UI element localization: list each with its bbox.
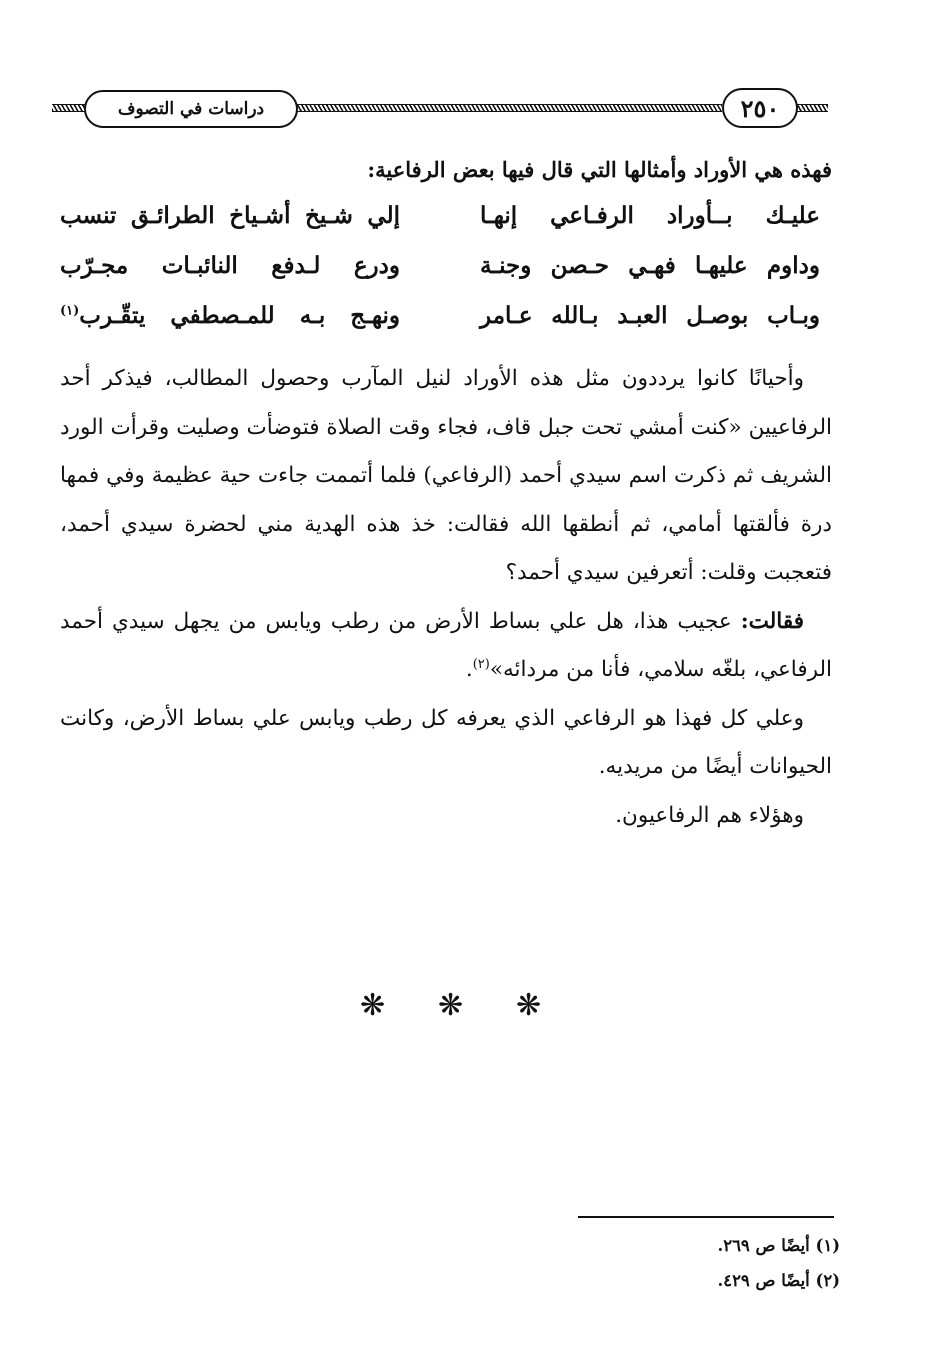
verse-second-hemistich-text: ودرع لـدفع النائبـات مجـرّب [60,251,400,279]
verse-first-hemistich: عليـك بــأوراد الرفـاعي إنهـا [480,201,820,229]
verse-first-hemistich: وبـاب بوصـل العبـد بـالله عـامر [480,301,820,329]
header-ornament-left [52,104,88,112]
poem [60,190,820,340]
paragraph-lead: فقالت: [740,608,804,634]
poem-verse [60,290,820,340]
running-title-text: دراسات في التصوف [117,99,265,119]
footnote: (١) أيضًا ص ٢٦٩. [717,1236,840,1255]
verse-second-hemistich [60,252,400,279]
intro-line: فهذه هي الأوراد وأمثالها التي قال فيها بعض الرفاعية: [367,157,832,182]
poem-verse [60,190,820,240]
paragraph-text: وعلي كل فهذا هو الرفاعي الذي يعرفه كل رطب ويابس علي بساط الأرض، وكانت الحيوانات أيضًا من مريديه. [60,705,832,779]
paragraph: فقالت: عجيب هذا، هل علي بساط الأرض من رطب ويابس من يجهل سيدي أحمد الرفاعي، بلغّه سلامي، فأنا من مردائه»$^{(٢)}$. [60,608,832,682]
paragraph [60,355,832,598]
page-number [722,88,798,128]
poem-verse [60,240,820,290]
paragraph-text: وأحيانًا كانوا يرددون مثل هذه الأوراد لنيل المآرب وحصول المطالب، فيذكر أحد الرفاعيين «كنت أمشي تحت جبل قاف، فجاء وقت الصلاة فتوضأت وصليت وقرأت الورد الشريف ثم ذكرت اسم سيدي أحمد (الرفاعي) فلما أتممت جاءت حية عظيمة وفي فمها درة فألقتها أمامي، ثم أنطقها الله فقالت: خذ هذه الهدية مني لحضرة سيدي أحمد، فتعجبت وقلت: أتعرفين سيدي أحمد؟ [60,366,832,585]
header-ornament-right [796,104,828,112]
body-text [60,355,832,840]
header-ornament-middle [296,104,722,112]
section-separator [350,988,550,1028]
page-header [52,88,828,130]
page-number-text: ٢٥٠ [740,93,780,123]
running-title [84,90,298,128]
verse-second-hemistich-text: ونهـج بـه للمـصطفي يتقّـرب [79,301,400,329]
verse-second-hemistich [60,302,400,329]
paragraph [60,695,832,792]
footnote-marker: (٢) [472,656,490,672]
paragraph-text: وهؤلاء هم الرفاعيون. [615,802,804,828]
paragraph [60,792,832,841]
footnote-marker: (١) [60,302,80,318]
verse-second-hemistich-text: إلي شـيخ أشـياخ الطرائـق تنسب [60,201,400,229]
footnote: (٢) أيضًا ص ٤٢٩. [717,1271,840,1290]
verse-first-hemistich: وداوم عليهـا فهـي حـصن وجنـة [480,251,820,279]
verse-second-hemistich [60,202,400,229]
separator-star: ❋ [516,988,542,1023]
separator-star: ❋ [360,988,386,1023]
separator-star: ❋ [438,988,464,1023]
footnotes [500,1228,840,1298]
paragraph-text: عجيب هذا، هل علي بساط الأرض من رطب ويابس من يجهل سيدي أحمد الرفاعي، بلغّه سلامي، فأنا من مردائه» [60,608,832,682]
footnote-rule [578,1216,834,1218]
